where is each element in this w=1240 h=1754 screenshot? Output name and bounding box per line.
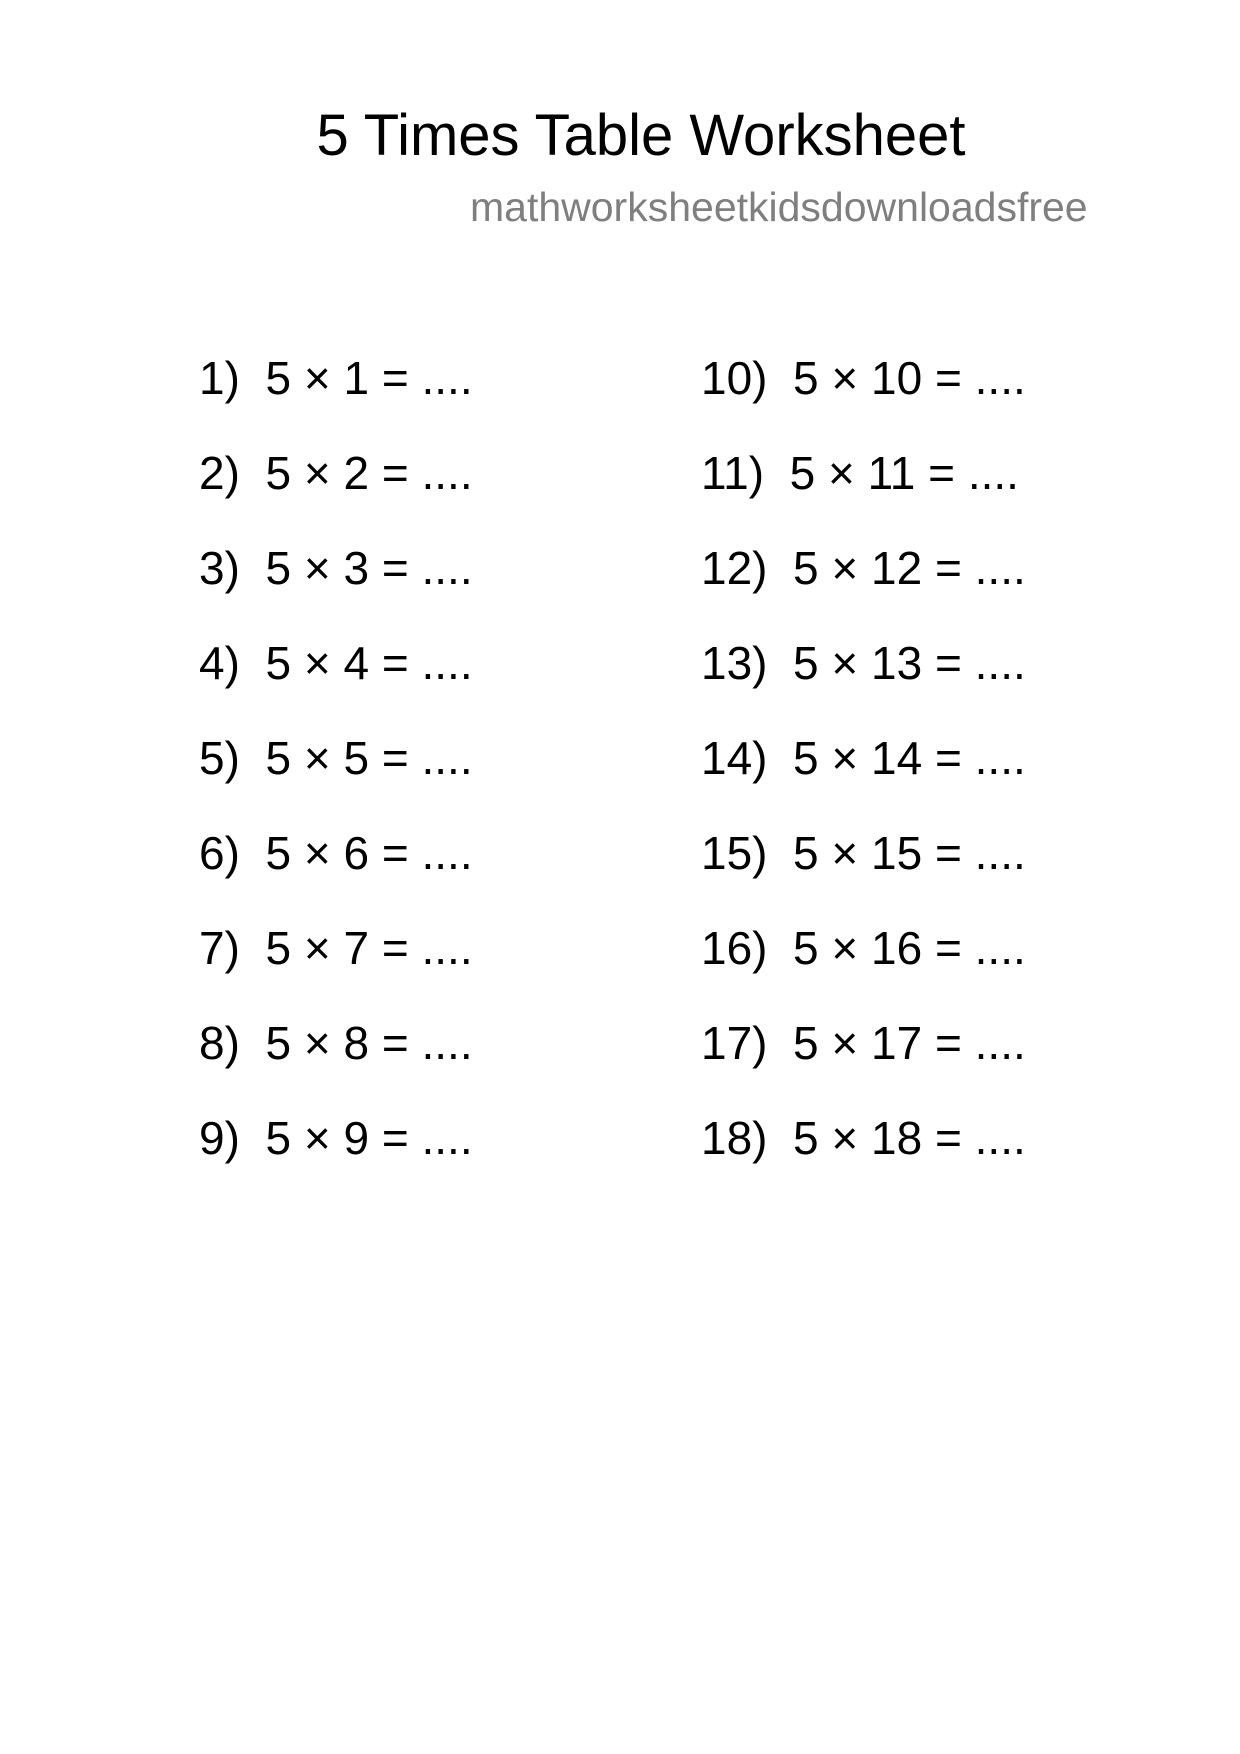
problem-item: 11) 5 × 11 = .... — [701, 447, 1019, 499]
problem-item: 12) 5 × 12 = .... — [701, 542, 1026, 594]
problem-item: 14) 5 × 14 = .... — [701, 732, 1026, 784]
problem-item: 15) 5 × 15 = .... — [701, 827, 1026, 879]
problem-item: 13) 5 × 13 = .... — [701, 637, 1026, 689]
problem-item: 16) 5 × 16 = .... — [701, 922, 1026, 974]
problem-item: 10) 5 × 10 = .... — [701, 352, 1026, 404]
problem-item: 7) 5 × 7 = .... — [199, 922, 473, 974]
problem-item: 6) 5 × 6 = .... — [199, 827, 473, 879]
problem-item: 9) 5 × 9 = .... — [199, 1112, 473, 1164]
problem-item: 8) 5 × 8 = .... — [199, 1017, 473, 1069]
problem-item: 17) 5 × 17 = .... — [701, 1017, 1026, 1069]
problem-item: 4) 5 × 4 = .... — [199, 637, 473, 689]
page-title: 5 Times Table Worksheet — [316, 103, 966, 168]
problem-column-right — [701, 348, 1026, 1203]
source-watermark: mathworksheetkidsdownloadsfree — [470, 184, 1088, 230]
problem-column-left — [199, 348, 473, 1203]
problem-item: 1) 5 × 1 = .... — [199, 352, 473, 404]
problem-item: 5) 5 × 5 = .... — [199, 732, 473, 784]
problem-item: 3) 5 × 3 = .... — [199, 542, 473, 594]
problem-item: 2) 5 × 2 = .... — [199, 447, 473, 499]
problem-item: 18) 5 × 18 = .... — [701, 1112, 1026, 1164]
